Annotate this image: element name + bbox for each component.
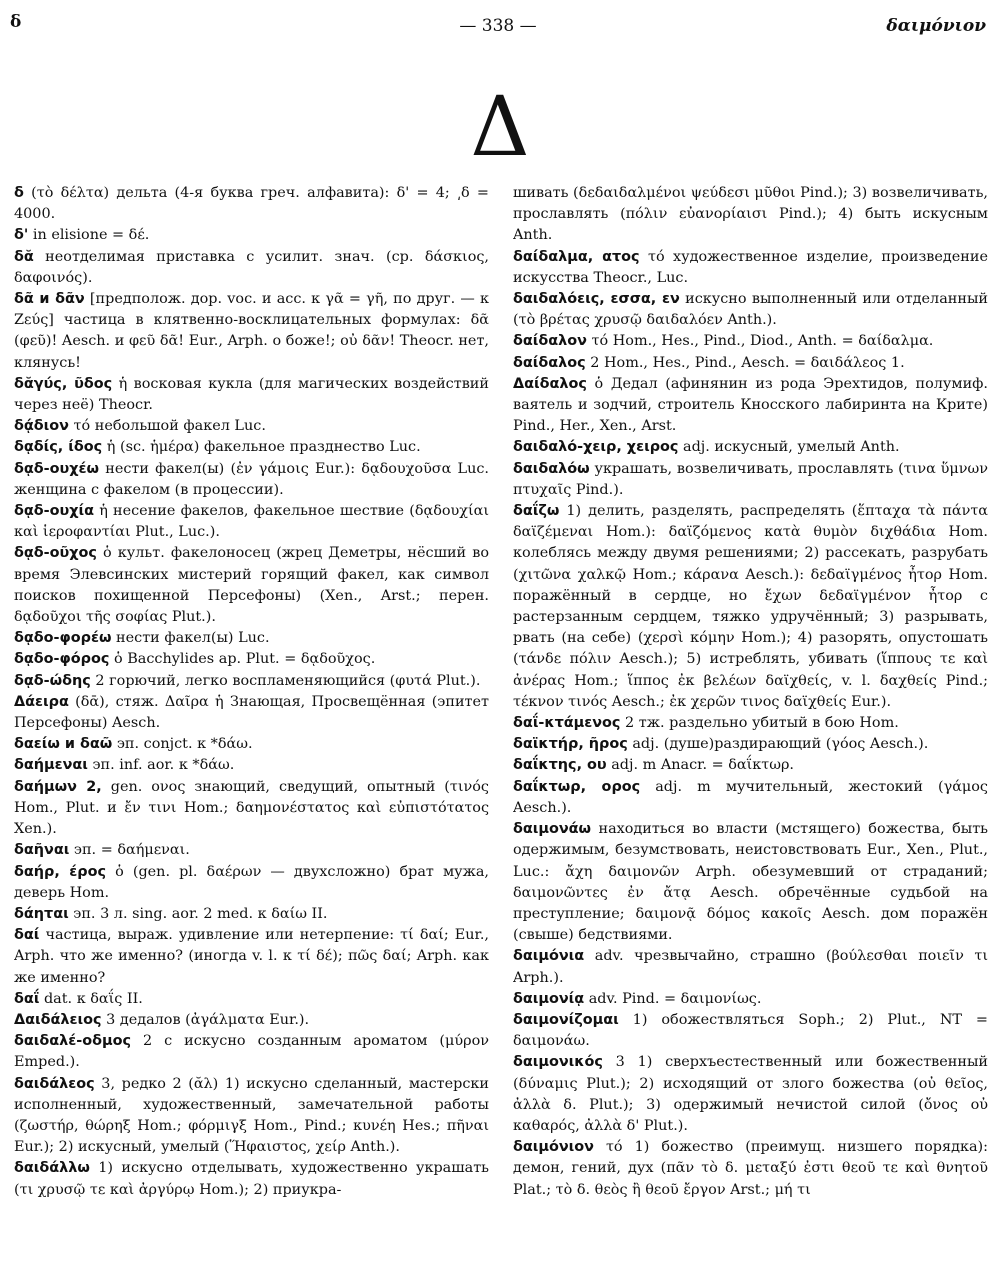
entry-definition: нести факел(ы) Luc. [111,630,270,647]
dictionary-entry [14,925,489,989]
entry-headword: δαίδαλος [513,354,586,371]
entry-headword: δαίδαλον [513,333,587,350]
dictionary-entry [513,819,988,946]
dictionary-entry [14,649,489,670]
entry-definition: [предполож. дор. voc. и acc. к γᾶ = γῆ, по друг. — к Ζεύς] частица в клятвенно-восклицательных формулах: δᾶ (φεῦ)! Aesch. и φεῦ δᾶ! Eur., Arph. о боже!; οὐ δᾶν! Theocr. нет, клянусь! [14,291,489,371]
dictionary-entry [513,183,988,247]
entry-definition: неотделимая приставка с усилит. знач. (ср. δάσκιος, δαφοινός). [14,248,489,286]
entry-headword: δαιμονάω [513,821,592,838]
entry-headword: δαείω и δαῶ [14,736,113,753]
dictionary-entry [513,1010,988,1052]
dictionary-entry [14,671,489,692]
dictionary-entry [513,501,988,713]
entry-definition: adj. m мучительный, жестокий (γάμος Aesch.). [513,778,988,816]
entry-definition: нести факел(ы) (ἐν γάμοις Eur.): δᾳδουχοῦσα Luc. женщина с факелом (в процессии). [14,460,489,498]
entry-headword: δαιδάλλω [14,1160,90,1177]
dictionary-entry [513,777,988,819]
entry-headword: δαιδαλέ-οδμος [14,1033,132,1050]
entry-headword: δαΐζω [513,503,560,520]
entry-headword: δᾳδ-ουχία [14,503,95,520]
header-letter: δ [10,12,22,32]
dictionary-entry [513,946,988,988]
entry-headword: δαιμονίζομαι [513,1011,619,1028]
entry-definition: находиться во власти (мстящего) божества, быть одержимым, безумствовать, неистовствовать Eur., Xen., Plut., Luc.: ἄχη δαιμονῶν Arph. обезумевший от страданий; δαιμονῶντες ἐν ἄτᾳ Aesch. обречённые судьбой на преступление; δαιμονᾷ δόμος κακοῖς Aesch. дом поражён (свыше) бедствиями. [513,821,988,944]
dictionary-entry [513,289,988,331]
dictionary-entry [14,734,489,755]
entry-headword: δ' [14,227,29,244]
dictionary-entry [14,289,489,374]
entry-definition: 1) делить, разделять, распределять (ἕπταχα τὰ πάντα δαϊζέμεναι Hom.): δαϊζόμενος κατὰ θυμὸν διχθάδια Hom. колеблясь между двумя решениями; 2) рассекать, разрубать (χιτῶνα χαλκῷ Hom.; κάρανα Aesch.): δεδαϊγμένος ἦτορ Hom. поражённый в сердце, но ἔχων δεδαϊγμένον ἦτορ с растерзанным сердцем, тяжко удручённый; 3) разрывать, рвать (на себе) (χερσὶ κόμην Hom.); 4) разорять, опустошать (τάνδε πόλιν Aesch.); 5) истреблять, убивать (ἵππους τε καὶ ἀνέρας Hom.; ἵππος ἐκ βελέων δαϊχθείς, v. l. δαχθείς Pind.; τέκνον τινός Aesch.; ἐκ χερῶν τινος δαϊχθείς Eur.). [513,503,988,710]
entry-definition: adv. чрезвычайно, страшно (βούλεσθαι ποιεῖν τι Arph.). [513,948,988,986]
entry-definition: 3 дедалов (ἀγάλματα Eur.). [101,1011,310,1028]
dictionary-entry [513,247,988,289]
dictionary-entry [14,840,489,861]
entry-headword: δᾶ и δᾶν [14,291,85,308]
entry-headword: δᾰ [14,248,34,265]
dictionary-entry [14,1158,489,1200]
dictionary-entry [14,501,489,543]
entry-headword: δαΐκτης, ου [513,757,607,774]
entry-headword: δᾳδ-ώδης [14,672,91,689]
dictionary-entry [14,459,489,501]
entry-definition: эп. 3 л. sing. aor. 2 med. к δαίω II. [68,905,328,922]
entry-headword: δᾳδίς, ίδος [14,439,103,456]
dictionary-entry [513,1052,988,1137]
entry-definition: частица, выраж. удивление или нетерпение: τί δαί; Eur., Arph. что же именно? (иногда v. l. к τί δέ); πῶς δαί; Arph. как же именно? [14,927,489,986]
dictionary-entry [513,1137,988,1201]
dictionary-entry [513,755,988,776]
entry-headword: Δαίδαλος [513,375,587,392]
entry-headword: δαιδαλόω [513,460,590,477]
entry-definition: украшать, возвеличивать, прославлять (τινα ὕμνων πτυχαῖς Pind.). [513,460,988,498]
dictionary-entry [14,989,489,1010]
entry-headword: δαιδάλεος [14,1075,95,1092]
dictionary-entry [513,713,988,734]
dictionary-entry [14,628,489,649]
entry-definition: τό небольшой факел Luc. [68,418,266,435]
entry-definition: ἡ (sc. ἡμέρα) факельное празднество Luc. [102,439,421,456]
entry-definition: adj. m Anacr. = δαΐκτωρ. [606,757,794,774]
entry-definition: ἡ несение факелов, факельное шествие (δᾳδουχίαι καὶ ἱεροφαντίαι Plut., Luc.). [14,503,489,541]
entry-headword: δαίδαλμα, ατος [513,248,640,265]
entry-headword: δάηται [14,905,69,922]
dictionary-entry [14,225,489,246]
section-letter: Δ [470,80,530,175]
entry-headword: δαί [14,927,40,944]
dictionary-entry [14,1074,489,1159]
entry-headword: δαήρ, έρος [14,863,107,880]
entry-headword: δαήμων 2, [14,778,102,795]
entry-definition: ἡ восковая кукла (для магических воздействий через неё) Theocr. [14,375,489,414]
dictionary-entry [513,734,988,755]
dictionary-entry [513,331,988,352]
entry-definition: adj. (душе)раздирающий (γόος Aesch.). [627,736,929,753]
entry-definition: 3, редко 2 (ᾰλ) 1) искусно сделанный, мастерски исполненный, художественный, замечательной работы (ζωστήρ, θώρηξ Hom.; φόρμιγξ Hom., Pind.; κυνέη Hes.; πῆναι Eur.); 2) искусный, умелый (Ἥφαιστος, χείρ Anth.). [14,1075,489,1156]
entry-definition: adv. Pind. = δαιμονίως. [584,990,762,1007]
entry-definition: 2 с искусно созданным ароматом (μύρον Emped.). [14,1033,489,1071]
header-guide-word: δαιμόνιον [886,16,986,36]
dictionary-entry [14,755,489,776]
entry-headword: δαϊκτήρ, ῆρος [513,736,628,753]
dictionary-entry [14,1031,489,1073]
entry-definition: (τὸ δέλτα) дельта (4-я буква греч. алфавита): δ' = 4; ͵δ = 4000. [14,185,489,223]
entry-headword: δαιδαλό-χειρ, χειρος [513,439,679,456]
entry-definition: τό Hom., Hes., Pind., Diod., Anth. = δαίδαλμα. [586,333,934,350]
right-column [513,183,988,1273]
entry-headword: δᾴδιον [14,418,69,435]
entry-definition: adj. искусный, умелый Anth. [678,439,900,456]
entry-headword: δᾳδο-φορέω [14,630,112,647]
dictionary-entry [14,1010,489,1031]
entry-headword: Δάειρα [14,693,69,710]
entry-headword: δαῆναι [14,842,70,859]
entry-headword: Δαιδάλειος [14,1011,102,1028]
dictionary-entry [14,777,489,841]
dictionary-entry [513,437,988,458]
entry-definition: ὁ (gen. pl. δαέρων — двухсложно) брат мужа, деверь Hom. [14,863,489,901]
entry-definition: gen. ονος знающий, сведущий, опытный (τινός Hom., Plut. и ἔν τινι Hom.; δαημονέστατος καὶ εὐπιστότατος Xen.). [14,778,489,838]
entry-headword: δαΐ [14,990,40,1007]
entry-headword: δαΐκτωρ, ορος [513,778,641,795]
entry-definition: 3 1) сверхъестественный или божественный (δύναμις Plut.); 2) исходящий от злого божества (οὐ θεῖος, ἀλλὰ δ. Plut.); 3) одержимый нечистой силой (ὄνος οὐ καθαρός, ἀλλὰ δ' Plut.). [513,1054,988,1134]
dictionary-entry [14,416,489,437]
dictionary-entry [14,862,489,904]
entry-definition: in elisione = δέ. [28,227,150,244]
dictionary-entry [513,353,988,374]
dictionary-entry [513,459,988,501]
dictionary-entry [14,904,489,925]
left-column [14,183,489,1273]
dictionary-entry [513,989,988,1010]
entry-definition: 2 тж. раздельно убитый в бою Hom. [620,715,899,732]
entry-definition: эп. inf. aor. к *δάω. [87,757,235,774]
entry-headword: δαιμονίᾳ [513,990,585,1007]
dictionary-entry [14,543,489,628]
entry-definition: 1) искусно отделывать, художественно украшать (τι χρυσῷ τε καὶ ἀργύρῳ Hom.); 2) приукра- [14,1160,489,1198]
dictionary-entry [14,183,489,225]
entry-definition: (δᾱ), стяж. Δαῖρα ἡ Знающая, Просвещённая (эпитет Персефоны) Aesch. [14,693,489,732]
entry-definition: 2 Hom., Hes., Pind., Aesch. = δαιδάλεος 1. [585,354,905,371]
dictionary-entry [14,437,489,458]
page-number: — 338 — [459,16,537,36]
entry-headword: δαιμονικός [513,1054,603,1071]
entry-definition: искусно выполненный или отделанный (τὸ βρέτας χρυσῷ δαιδαλόεν Anth.). [513,291,988,329]
dictionary-entry [513,374,988,438]
dictionary-entry [14,247,489,289]
entry-headword: δᾳδ-ουχέω [14,460,100,477]
entry-definition: dat. к δαΐς II. [39,990,143,1007]
entry-headword: δ [14,185,24,201]
entry-headword: δαιμόνια [513,948,585,965]
entry-headword: δαΐ-κτάμενος [513,715,621,732]
entry-definition: эп. = δαήμεναι. [69,842,190,859]
entry-definition: 2 горючий, легко воспламеняющийся (φυτά Plut.). [90,672,481,689]
entry-definition: эп. conjct. к *δάω. [112,736,253,753]
running-head [10,12,986,44]
entry-definition: 1) обожествляться Soph.; 2) Plut., NT = δαιμονάω. [513,1011,988,1050]
dictionary-entry [14,374,489,416]
entry-definition: ὁ культ. факелоносец (жрец Деметры, нёсший во время Элевсинских мистерий горящий факел, как символ поисков похищенной Персефоны) (Xen., Arst.; перен. δᾳδοῦχοι τῆς σοφίας Plut.). [14,545,489,626]
dictionary-entry [14,692,489,734]
entry-definition: ὁ Bacchylides ap. Plut. = δᾳδοῦχος. [109,651,376,668]
entry-headword: δαήμεναι [14,757,88,774]
entry-definition: τό художественное изделие, произведение искусства Theocr., Luc. [513,248,988,286]
entry-headword: δᾳδ-οῦχος [14,545,97,562]
entry-headword: δαιδαλόεις, εσσα, εν [513,291,680,308]
entry-headword: δᾰγύς, ῦδος [14,375,113,392]
entry-definition: τό 1) божество (преимущ. низшего порядка): демон, гений, дух (πᾶν τὸ δ. μεταξύ ἐστι θεοῦ τε καὶ θνητοῦ Plat.; τὸ δ. θεὸς ἢ θεοῦ ἔργον Arst.; μή τι [513,1139,988,1198]
entry-definition: ὁ Дедал (афинянин из рода Эрехтидов, полумиф. ваятель и зодчий, строитель Кносского лабиринта на Крите) Pind., Her., Xen., Arst. [513,375,988,435]
entry-definition: шивать (δεδαιδαλμένοι ψεύδεσι μῦθοι Pind.); 3) возвеличивать, прославлять (πόλιν εὐανορίαισι Pind.); 4) быть искусным Anth. [513,185,988,244]
entry-headword: δᾳδο-φόρος [14,651,110,668]
entry-headword: δαιμόνιον [513,1139,594,1156]
